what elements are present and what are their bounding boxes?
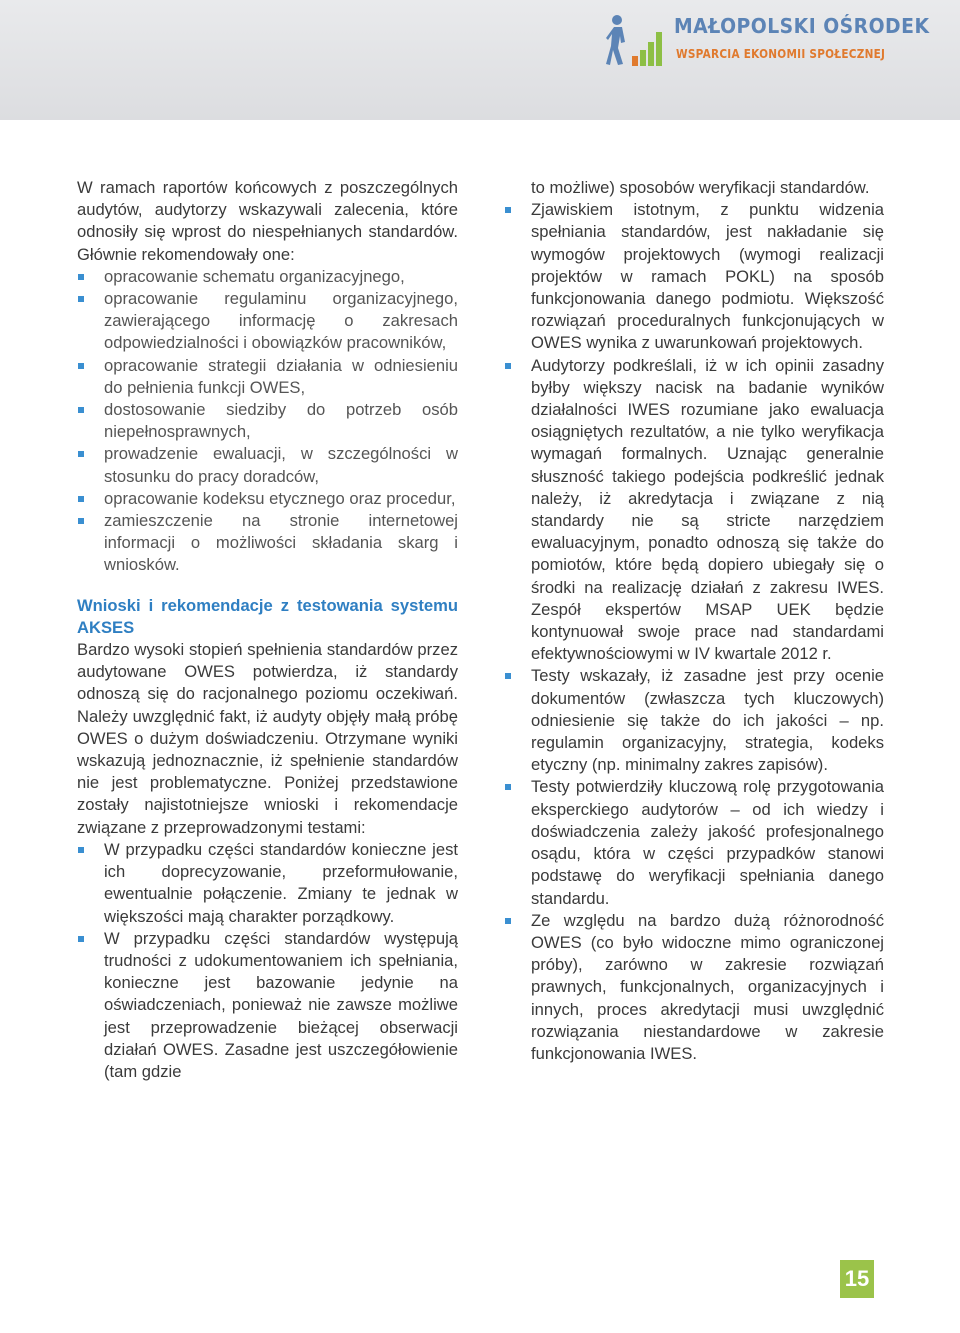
list-item: opracowanie strategii działania w odniesieniu do pełnienia funkcji OWES, [77,355,458,399]
list-item: Zjawiskiem istotnym, z punktu widzenia spełniania standardów, jest nakładanie się wymogów projektowych (wymogi realizacji projektów w ramach POKL) na sposób funkcjonowania danego podmiotu. Większość rozwiązań proceduralnych funkcjonujących w OWES wynika z uwarunkowań projektowych. [504,199,884,354]
list-item: opracowanie kodeksu etycznego oraz procedur, [77,488,458,510]
list-item: W przypadku części standardów konieczne jest ich doprecyzowanie, przeformułowanie, ewentualnie połączenie. Zmiany te jednak w większości mają charakter porządkowy. [77,839,458,928]
list-item: Testy wskazały, iż zasadne jest przy ocenie dokumentów (zwłaszcza tych kluczowych) odniesienie się także do ich jakości – np. regulamin organizacyjny, strategia, kodeks etyczny (np. minimalny zakres zapisów). [504,665,884,776]
list-item: opracowanie regulaminu organizacyjnego, zawierającego informację o zakresach odpowiedzialności i obowiązków pracowników, [77,288,458,355]
findings-list [504,199,884,1065]
list-item: W przypadku części standardów występują trudności z udokumentowaniem ich spełniania, konieczne jest bazowanie jedynie na oświadczeniach, ponieważ nie zawsze możliwe jest przeprowadzenie bieżącej obserwacji działań OWES. Zasadne jest uszczegółowienie (tam gdzie [77,928,458,1083]
conclusions-list [77,839,458,1083]
intro-paragraph: W ramach raportów końcowych z poszczególnych audytów, audytorzy wskazywali zalecenia, które odnosiły się wprost do niespełnianych standardów. Głównie rekomendowały one: [77,178,458,264]
list-item: zamieszczenie na stronie internetowej informacji o możliwości składania skarg i wniosków. [77,510,458,577]
list-item: Testy potwierdziły kluczową rolę przygotowania eksperckiego audytorów – od ich wiedzy i doświadczenia zależy jakość profesjonalnego osądu, która w części przypadków stanowi podstawę do weryfikacji spełniania danego standardu. [504,776,884,909]
body-paragraph: Bardzo wysoki stopień spełnienia standardów przez audytowane OWES potwierdza, iż standardy odnoszą się do racjonalnego poziomu oczekiwań. Należy uwzględnić fakt, iż audyty objęły małą próbę OWES o dużym doświadczeniu. Otrzymane wyniki wskazują jednoznacznie, iż spełnienie standardów nie jest problematyczne. Poniżej przedstawione zostały najistotniejsze wnioski i rekomendacje związane z przeprowadzonymi testami: [77,640,458,837]
continuation-paragraph: to możliwe) sposobów weryfikacji standardów. [531,178,870,197]
list-item: Ze względu na bardzo dużą różnorodność OWES (co było widoczne mimo ograniczonej próby), zarówno w zakresie rozwiązań prawnych, funkcjonalnych, organizacyjnych i innych, proces akredytacji musi uwzględnić rozwiązania niestandardowe w zakresie funkcjonowania IWES. [504,910,884,1065]
list-item: dostosowanie siedziby do potrzeb osób niepełnosprawnych, [77,399,458,443]
header-band [0,0,960,120]
page-number: 15 [840,1260,874,1298]
list-item: prowadzenie ewaluacji, w szczególności w stosunku do pracy doradców, [77,443,458,487]
logo [606,10,930,70]
logo-icon [606,12,666,68]
logo-subtitle: WSPARCIA EKONOMII SPOŁECZNEJ [676,46,886,61]
recommendations-list [77,266,458,577]
logo-title: MAŁOPOLSKI OŚRODEK [674,14,930,38]
list-item: Audytorzy podkreślali, iż w ich opinii zasadny byłby większy nacisk na badanie wyników działalności IWES rozumiane jako ewaluacja osiągniętych rezultatów, a nie tylko weryfikacja wymagań formalnych. Uznając generalnie słuszność takiego podejścia podkreślić jednak należy, iż akredytacja i związane z nią standardy nie są stricte narzędziem ewaluacyjnym, ponadto odnoszą się także do pomiotów, które będą dopiero ubiegały się o środki na realizację działań z zakresu IWES. Zespół ekspertów MSAP UEK będzie kontynuował swoje prace nad standardami efektywnościowymi w IV kwartale 2012 r. [504,355,884,666]
left-column [77,177,458,1083]
list-item: opracowanie schematu organizacyjnego, [77,266,458,288]
section-heading: Wnioski i rekomendacje z testowania systemu AKSES [77,595,458,637]
right-column [531,177,884,1065]
